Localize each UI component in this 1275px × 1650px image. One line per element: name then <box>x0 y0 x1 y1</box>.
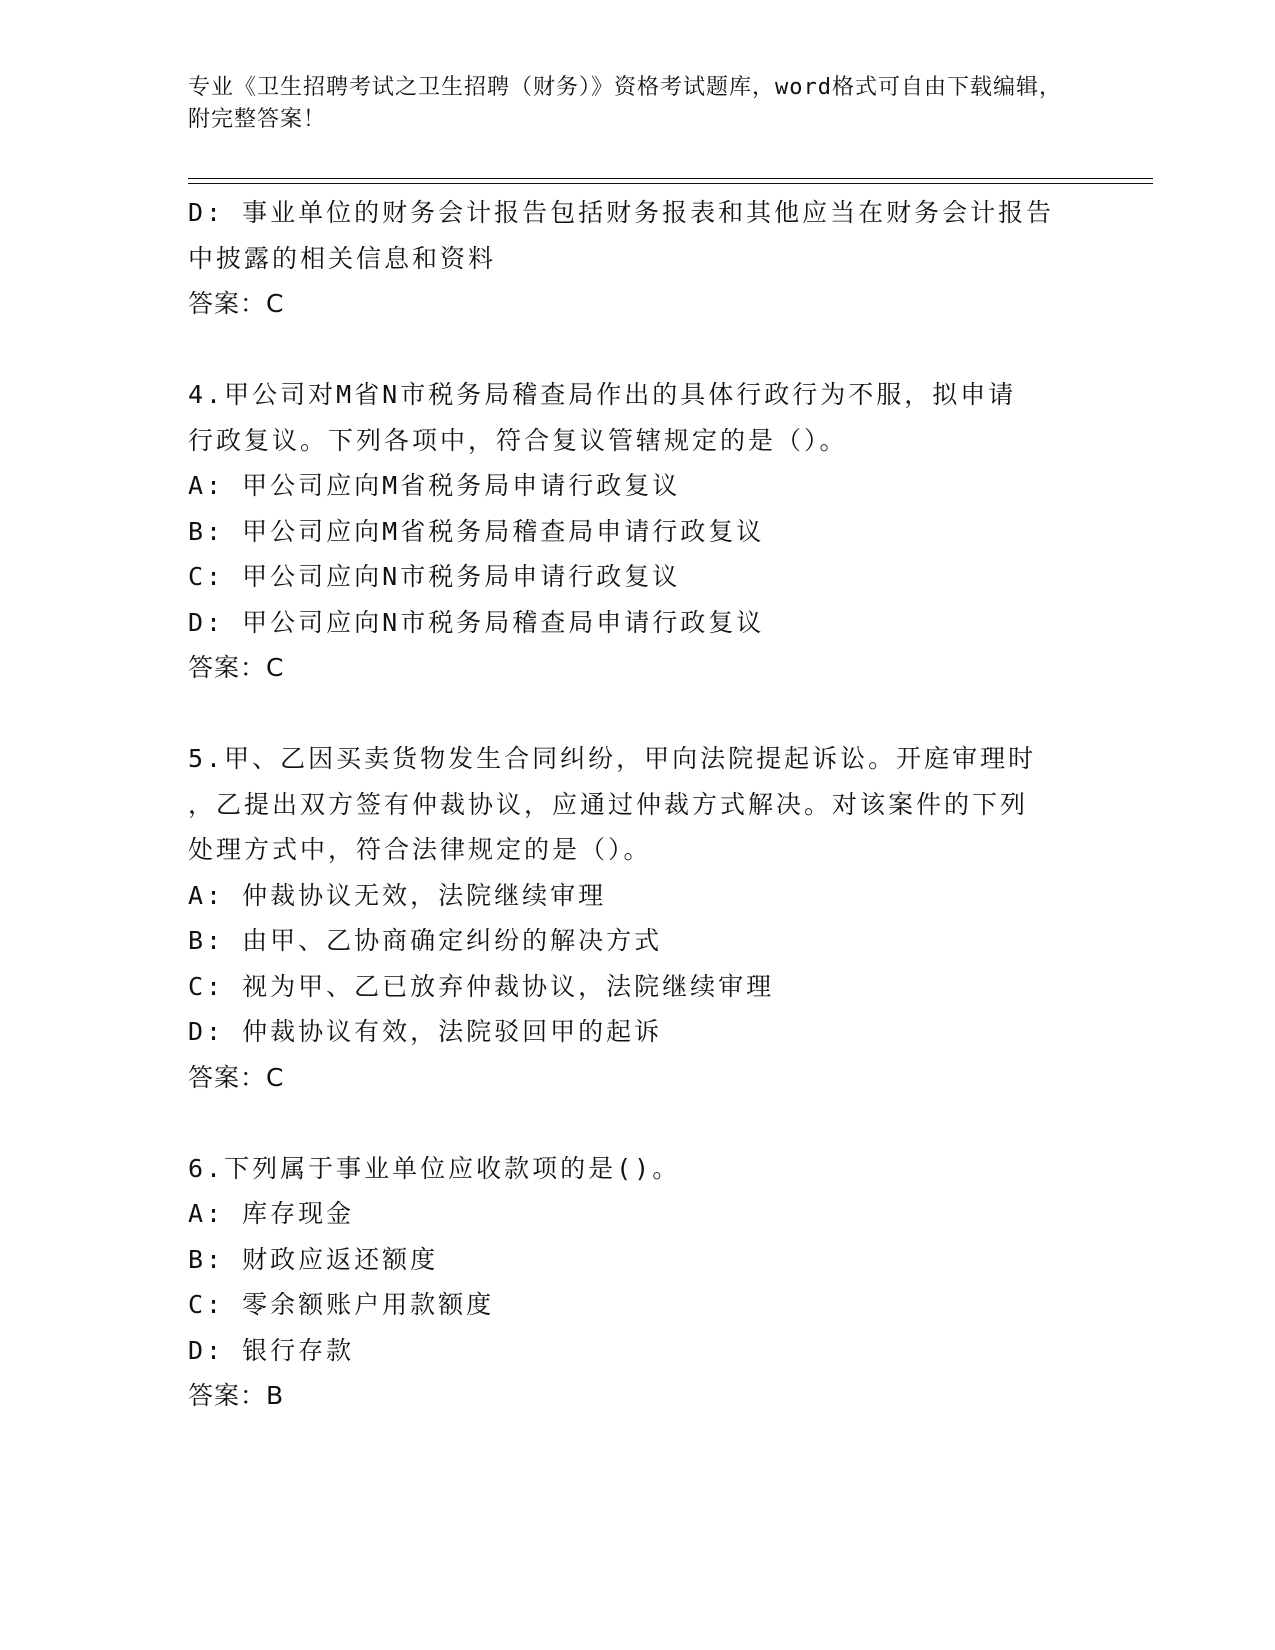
spacer <box>188 1100 1088 1146</box>
option-c: C: 视为甲、乙已放弃仲裁协议，法院继续审理 <box>188 971 775 1001</box>
option-a: A: 库存现金 <box>188 1199 355 1228</box>
option-a: A: 仲裁协议无效，法院继续审理 <box>188 880 607 910</box>
question-stem: 6.下列属于事业单位应收款项的是()。 <box>188 1153 681 1183</box>
option-b: B: 甲公司应向M省税务局稽查局申请行政复议 <box>188 516 765 546</box>
carryover-block <box>188 190 1088 327</box>
header-divider-top <box>188 178 1153 179</box>
question-5 <box>188 736 1088 1100</box>
question-stem: 行政复议。下列各项中，符合复议管辖规定的是（）。 <box>188 425 848 455</box>
question-content <box>188 190 1088 1419</box>
page-header: 专业《卫生招聘考试之卫生招聘（财务）》资格考试题库，word格式可自由下载编辑，附完整答案！ <box>188 75 1062 132</box>
option-line: D: 事业单位的财务会计报告包括财务报表和其他应当在财务会计报告 <box>188 198 1055 227</box>
option-a: A: 甲公司应向M省税务局申请行政复议 <box>188 471 681 500</box>
question-stem: 处理方式中，符合法律规定的是（）。 <box>188 835 652 864</box>
question-stem: 4.甲公司对M省N市税务局稽查局作出的具体行政行为不服，拟申请 <box>188 380 1017 409</box>
option-line: 中披露的相关信息和资料 <box>188 243 497 273</box>
spacer <box>188 691 1088 737</box>
question-stem: 5.甲、乙因买卖货物发生合同纠纷，甲向法院提起诉讼。开庭审理时 <box>188 744 1037 773</box>
option-c: C: 甲公司应向N市税务局申请行政复议 <box>188 562 681 591</box>
option-b: B: 财政应返还额度 <box>188 1244 439 1274</box>
question-4 <box>188 372 1088 691</box>
option-d: D: 仲裁协议有效，法院驳回甲的起诉 <box>188 1017 663 1046</box>
option-d: D: 甲公司应向N市税务局稽查局申请行政复议 <box>188 607 765 637</box>
header-divider-bottom <box>188 183 1153 184</box>
option-b: B: 由甲、乙协商确定纠纷的解决方式 <box>188 926 663 955</box>
question-stem: ，乙提出双方签有仲裁协议，应通过仲裁方式解决。对该案件的下列 <box>188 789 1029 819</box>
option-c: C: 零余额账户用款额度 <box>188 1290 495 1319</box>
spacer <box>188 327 1088 373</box>
option-d: D: 银行存款 <box>188 1335 355 1365</box>
question-6 <box>188 1146 1088 1419</box>
answer-line: 答案：C <box>188 1062 285 1092</box>
answer-line: 答案：C <box>188 289 285 318</box>
answer-line: 答案：C <box>188 653 285 682</box>
answer-line: 答案：B <box>188 1381 285 1410</box>
